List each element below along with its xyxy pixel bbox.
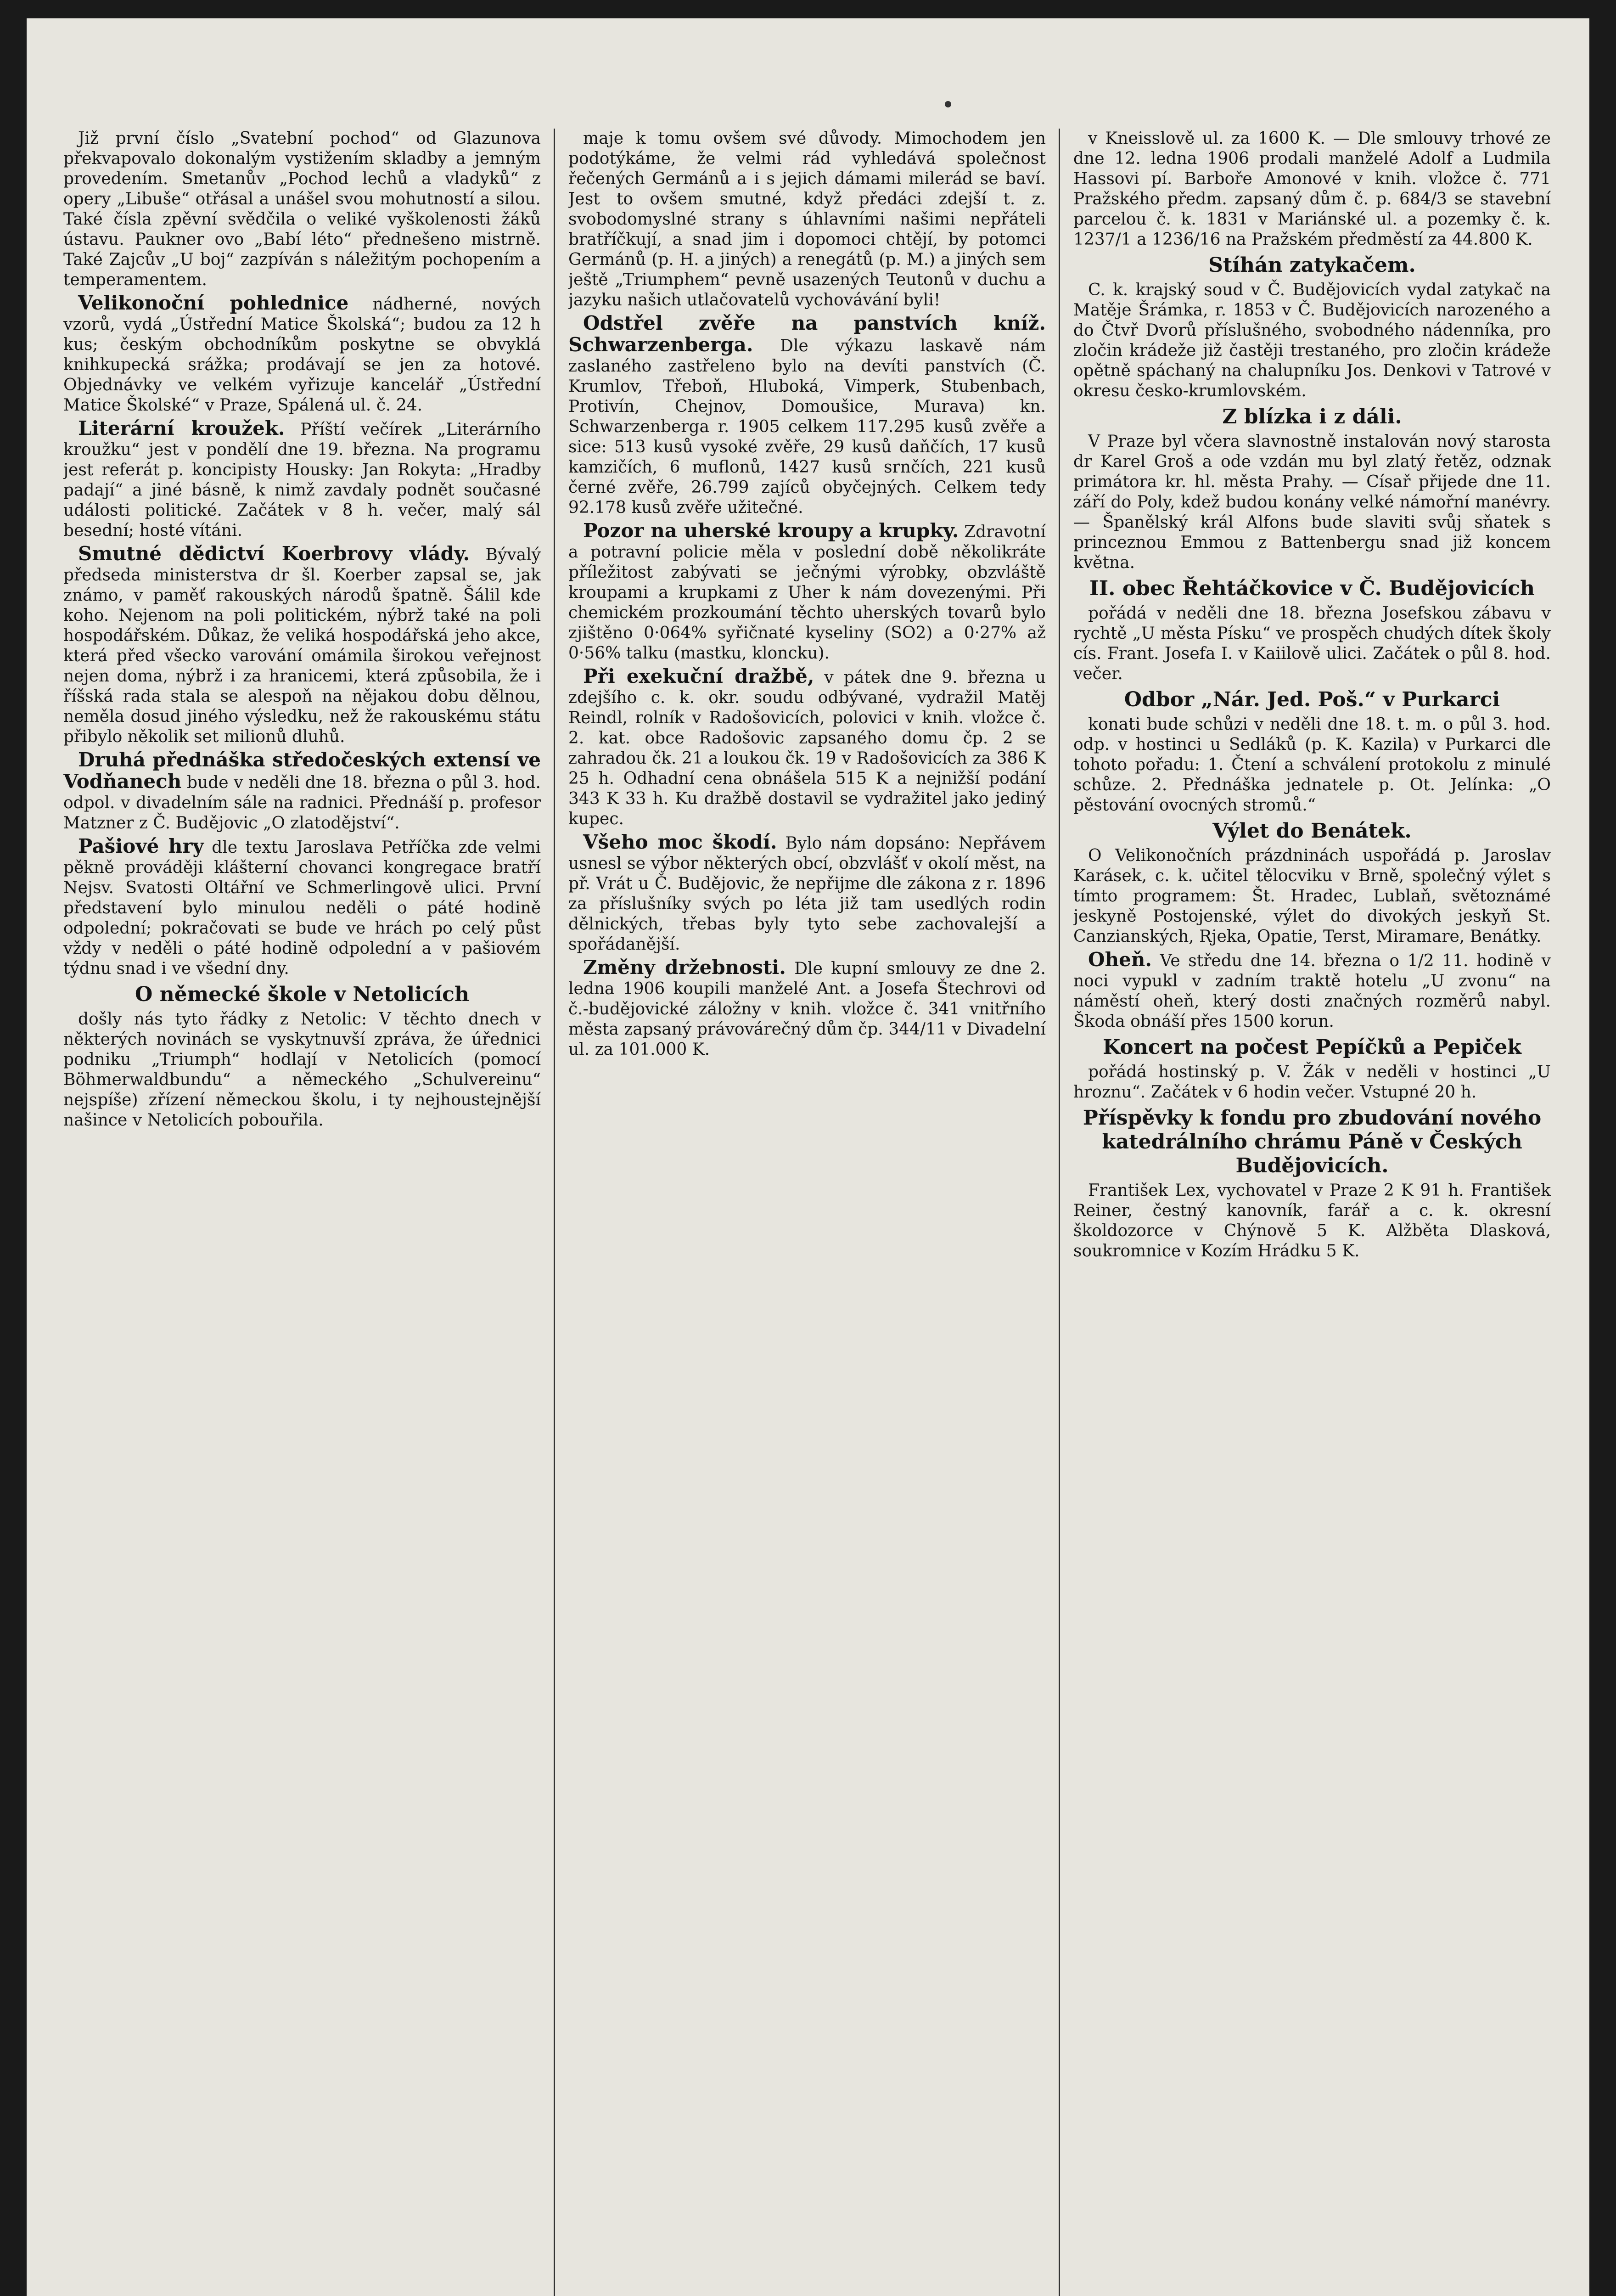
- section-title: Stíhán zatykačem.: [1208, 253, 1416, 277]
- column-3: [1073, 129, 1551, 2296]
- print-mark: [945, 101, 951, 107]
- article: Pašiové hry dle textu Jaroslava Petříčka zde velmi pěkně prováději klášterní chovanci kongregace bratří Nejsv. Svatosti Oltářní ve Schmerlingově ulici. První představení bylo minulou neděli o páté hodině odpolední; pokračovati se bude ve hrách po celý půst vždy v neděli o páté hodině odpolední a v pašiovém týdnu snad i ve všední dny.: [63, 835, 541, 978]
- article: Odstřel zvěře na panstvích kníž. Schwarzenberga. Dle výkazu laskavě nám zaslaného zastřeleno bylo na devíti panstvích (Č. Krumlov, Třeboň, Hluboká, Vimperk, Stubenbach, Protivín, Chejnov, Domoušice, Murava) kn. Schwarzenberga r. 1905 celkem 117.295 kusů zvěře a sice: 513 kusů vysoké zvěře, 29 kusů daňčích, 17 kusů kamzičích, 6 muflonů, 1427 kusů srnčích, 221 kusů černé zvěře, 26.799 zajíců obyčejných. Celkem tedy 92.178 kusů zvěře užitečné.: [568, 312, 1046, 517]
- article: O Velikonočních prázdninách uspořádá p. Jaroslav Karásek, c. k. učitel tělocviku v Brně, společný výlet s tímto programem: Št. Hradec, Lublaň, světoznámé jeskyně Postojenské, výlet do divokých jeskyň St. Canzianských, Rjeka, Opatie, Terst, Miramare, Benátky.: [1073, 846, 1551, 946]
- section-title: II. obec Řehtáčkovice v Č. Budějovicích: [1089, 577, 1535, 600]
- section-title: Z blízka i z dáli.: [1222, 405, 1402, 428]
- article: Při exekuční dražbě, v pátek dne 9. března u zdejšího c. k. okr. soudu odbývané, vydražil Matěj Reindl, rolník v Radošovicích, polovici v knih. vložce č. 2. kat. obce Radošovic zapsaného domu čp. 2 se zahradou čk. 21 a loukou čk. 19 v Radošovicích za 386 K 25 h. Odhadní cena obnášela 515 K a nejnižší podání 343 K 33 h. Ku dražbě dostavil se vydražitel jako jediný kupec.: [568, 665, 1046, 828]
- article: Změny držebnosti. Dle kupní smlouvy ze dne 2. ledna 1906 koupili manželé Ant. a Josefa Štechrovi od č.-budějovické záložny v knih. vložce č. 341 vnitřního města zapsaný právovárečný dům čp. 344/11 v Divadelní ul. za 101.000 K.: [568, 956, 1046, 1059]
- article: Oheň. Ve středu dne 14. března o 1/2 11. hodině v noci vypukl v zadním traktě hotelu „U zvonu“ na náměstí oheň, který dosti značných rozměrů nabyl. Škoda obnáší přes 1500 korun.: [1073, 948, 1551, 1031]
- article: konati bude schůzi v neděli dne 18. t. m. o půl 3. hod. odp. v hostinci u Sedláků (p. K. Kazila) v Purkarci dle tohoto pořadu: 1. Čtení a schválení protokolu z minulé schůze. 2. Přednáška jednatele p. Ot. Jelínka: „O pěstování ovocných stromů.“: [1073, 715, 1551, 815]
- newspaper-page: [27, 18, 1589, 2296]
- section-title: Příspěvky k fondu pro zbudování nového katedrálního chrámu Páně v Českých Budějovicích.: [1083, 1106, 1542, 1177]
- section-title: Odbor „Nár. Jed. Poš.“ v Purkarci: [1124, 688, 1500, 711]
- article: Velikonoční pohlednice nádherné, nových vzorů, vydá „Ústřední Matice Školská“; budou za 12 h kus; českým obchodníkům poskytne se obvyklá knihkupecká srážka; prodávají se jen za hotové. Objednávky ve velkém vyřizuje kancelář „Ústřední Matice Školské“ v Praze, Spálená ul. č. 24.: [63, 292, 541, 415]
- column-rule-2: [1059, 129, 1060, 2296]
- column-1: [63, 129, 541, 2296]
- article: Smutné dědictví Koerbrovy vlády. Bývalý předseda ministerstva dr šl. Koerber zapsal se, jak známo, v paměť rakouských národů špatně. Šálil kde koho. Nejenom na poli politickém, nýbrž také na poli hospodářském. Důkaz, že veliká hospodářská jeho akce, která před všecko varování omámila širokou veřejnost nejen doma, nýbrž i za hranicemi, která způsobila, že i říšská rada stala se alespoň na nějakou dobu dělnou, neměla dosud jiného výsledku, než že rakouskému státu přibylo několik set milionů dluhů.: [63, 542, 541, 746]
- article: maje k tomu ovšem své důvody. Mimochodem jen podotýkáme, že velmi rád vyhledává společnost řečených Germánů a i s jejich dámami milerád se baví. Jest to ovšem smutné, když předáci zdejší t. z. svobodomyslné strany s úhlavními našimi nepřáteli bratříčkují, a snad jim i dopomoci chtějí, by potomci Germánů (p. H. a jiných) a renegátů (p. M.) a jiných sem ještě „Triumphem“ pevně usazených Teutonů v duchu a jazyku našich utlačovatelů vychovávání byli!: [568, 129, 1046, 310]
- article: Již první číslo „Svatební pochod“ od Glazunova překvapovalo dokonalým vystižením skladby a jemným provedením. Smetanův „Pochod lechů a vladyků“ z opery „Libuše“ otřásal a unášel svou mohutností a silou. Také čísla zpěvní svědčila o veliké vyškolenosti žáků ústavu. Paukner ovo „Babí léto“ přednešeno mistrně. Také Zajcův „U boj“ zazpíván s náležitým pochopením a temperamentem.: [63, 129, 541, 289]
- article: František Lex, vychovatel v Praze 2 K 91 h. František Reiner, čestný kanovník, farář a c. k. okresní školdozorce v Chýnově 5 K. Alžběta Dlasková, soukromnice v Kozím Hrádku 5 K.: [1073, 1181, 1551, 1261]
- section-title: O německé škole v Netolicích: [135, 983, 469, 1006]
- article: došly nás tyto řádky z Netolic: V těchto dnech v některých novinách se vyskytnuvší zpráva, že úřednici podniku „Triumph“ hodlají v Netolicích (pomocí Böhmerwaldbundu“ a německého „Schulvereinu“ nejspíše) zřízení německou školu, i ty nejhoustejnější našince v Netolicích pobouřila.: [63, 1010, 541, 1130]
- article: pořádá v neděli dne 18. března Josefskou zábavu v rychtě „U města Písku“ ve prospěch chudých dítek školy cís. Frant. Josefa I. v Kaiilově ulici. Začátek o půl 8. hod. večer.: [1073, 604, 1551, 683]
- article: V Praze byl včera slavnostně instalován nový starosta dr Karel Groš a ode vzdán mu byl zlatý řetěz, odznak primátora kr. hl. města Prahy. — Císař přijede dne 11. září do Poly, kdež budou konány velké námořní manévry. — Španělský král Alfons bude slaviti svůj sňatek s princeznou Emmou z Battenbergu snad již koncem května.: [1073, 432, 1551, 572]
- article: Literární kroužek. Příští večírek „Literárního kroužku“ jest v pondělí dne 19. března. Na programu jest referát p. koncipisty Housky: Jan Rokyta: „Hradby padají“ a jiné básně, k nimž zavdaly podnět současné události politické. Začátek v 8 h. večer, malý sál besední; hosté vítáni.: [63, 417, 541, 540]
- article: Pozor na uherské kroupy a krupky. Zdravotní a potravní policie měla v poslední době několikráte příležitost zabývati se ječnými výrobky, obzvláště kroupami a krupkami z Uher k nám dovezenými. Při chemickém prozkoumání těchto uherských tovarů bylo zjištěno 0·064% syřičnaté kyseliny (SO2) a 0·27% až 0·56% talku (mastku, kloncku).: [568, 519, 1046, 663]
- section-title: Koncert na počest Pepíčků a Pepiček: [1103, 1035, 1521, 1059]
- section-title: Výlet do Benátek.: [1212, 819, 1412, 843]
- column-rule-1: [554, 129, 555, 2296]
- article: Druhá přednáška středočeských extensí ve Vodňanech bude v neděli dne 18. března o půl 3. hod. odpol. v divadelním sále na radnici. Přednáší p. profesor Matzner z Č. Budějovic „O zlatodějství“.: [63, 748, 541, 833]
- column-2: [568, 129, 1046, 2296]
- article: pořádá hostinský p. V. Žák v neděli v hostinci „U hroznu“. Začátek v 6 hodin večer. Vstupné 20 h.: [1073, 1063, 1551, 1102]
- article: Všeho moc škodí. Bylo nám dopsáno: Nepřávem usnesl se výbor některých obcí, obzvlášť v okolí měst, na př. Vrát u Č. Budějovic, že nepřijme dle zákona z r. 1896 za příslušníky svých po léta již tam usedlých rodin dělnických, třebas byly tyto sebe zachovalejší a spořádanější.: [568, 831, 1046, 954]
- article: C. k. krajský soud v Č. Budějovicích vydal zatykač na Matěje Šrámka, r. 1853 v Č. Budějovicích narozeného a do Čtvř Dvorů příslušného, svobodného nádenníka, pro zločin krádeže již častěji trestaného, pro zločin krádeže opětně spáchaný na chalupníku Jos. Denkovi v Tatrové v okresu česko-krumlovském.: [1073, 281, 1551, 400]
- article: v Kneisslově ul. za 1600 K. — Dle smlouvy trhové ze dne 12. ledna 1906 prodali manželé Adolf a Ludmila Hassovi pí. Barboře Amonové v knih. vložce č. 771 Pražského předm. zapsaný dům č. p. 684/3 se stavební parcelou č. k. 1831 v Mariánské ul. a pozemky č. k. 1237/1 a 1236/16 na Pražském předměstí za 44.800 K.: [1073, 129, 1551, 249]
